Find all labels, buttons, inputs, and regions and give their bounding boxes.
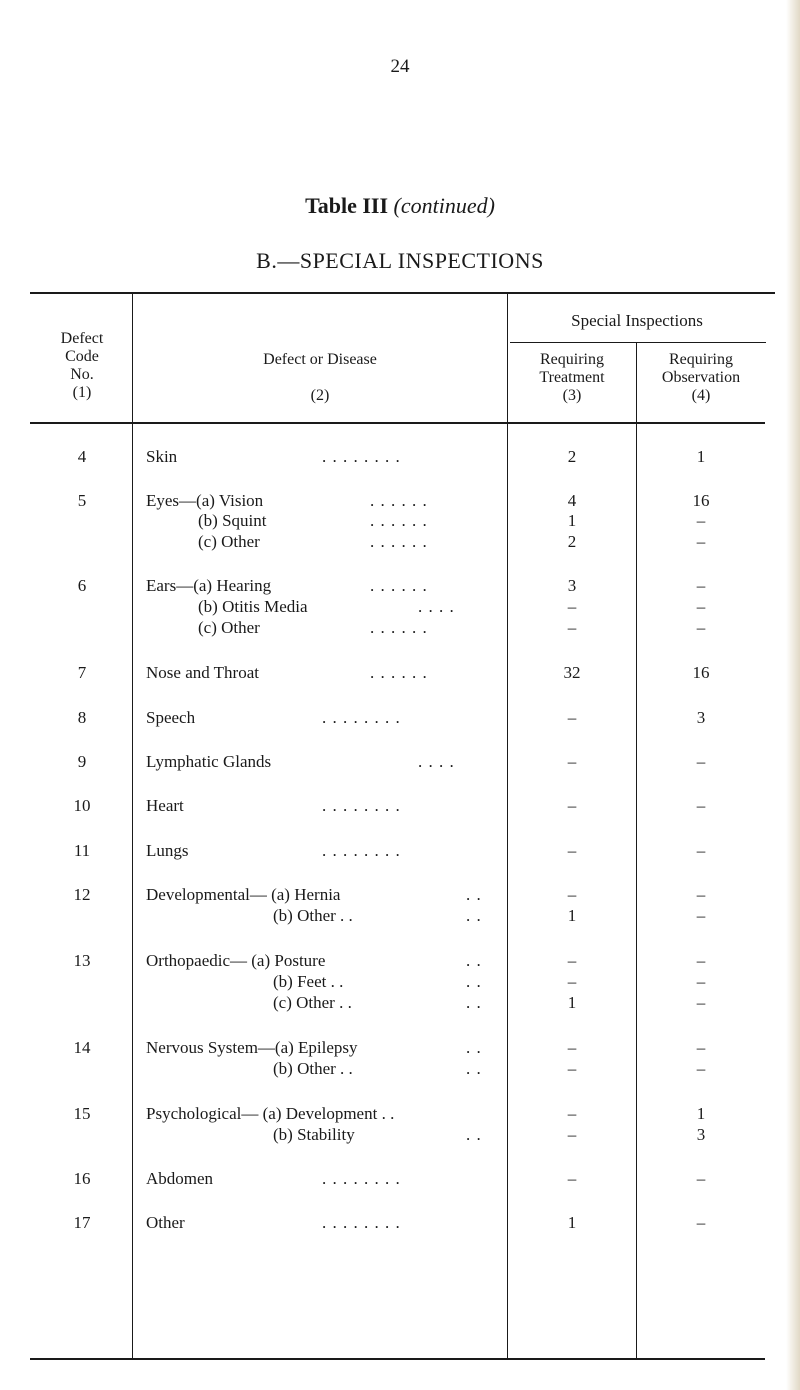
row-defect: (b) Other . .: [273, 1059, 353, 1078]
row-treatment: 2: [567, 447, 577, 466]
row-leader-dots: . . . . . . . .: [322, 841, 401, 860]
row-leader-dots: . .: [466, 885, 482, 904]
table-row: [0, 840, 800, 862]
row-observation: 3: [696, 708, 706, 727]
table-row: [0, 596, 800, 618]
table-row: [0, 1058, 800, 1080]
table-row: [0, 490, 800, 512]
row-code: 8: [77, 708, 87, 727]
header-code-line-2: Code: [65, 348, 99, 365]
row-observation: –: [696, 511, 706, 530]
row-defect: Eyes—(a) Vision: [146, 491, 264, 510]
row-defect: Skin: [146, 447, 178, 466]
row-leader-dots: . . . .: [418, 597, 455, 616]
row-leader-dots: . . . . . .: [370, 576, 428, 595]
row-code: 17: [73, 1213, 91, 1232]
table-row: [0, 795, 800, 817]
row-leader-dots: . . . . . .: [370, 511, 428, 530]
row-observation: –: [696, 532, 706, 551]
row-leader-dots: . . . . . . . .: [322, 796, 401, 815]
row-leader-dots: . . . . . .: [370, 663, 428, 682]
header-code-line-4: (1): [72, 384, 92, 401]
row-leader-dots: . .: [466, 906, 482, 925]
header-treatment-line-3: (3): [562, 387, 582, 404]
row-treatment: –: [567, 1038, 577, 1057]
table-row: [0, 707, 800, 729]
row-defect: (c) Other: [198, 618, 260, 637]
row-code: 14: [73, 1038, 91, 1057]
table-row: [0, 1212, 800, 1234]
row-treatment: –: [567, 1104, 577, 1123]
table-title-suffix: (continued): [393, 193, 495, 218]
row-leader-dots: . . . . . .: [370, 618, 428, 637]
row-code: 13: [73, 951, 91, 970]
header-defect-line-2: (2): [310, 387, 330, 404]
row-defect: Ears—(a) Hearing: [146, 576, 272, 595]
header-observation-line-3: (4): [691, 387, 711, 404]
table-row: [0, 751, 800, 773]
row-leader-dots: . .: [466, 1059, 482, 1078]
row-observation: –: [696, 993, 706, 1012]
row-treatment: –: [567, 972, 577, 991]
row-code: 16: [73, 1169, 91, 1188]
row-leader-dots: . .: [466, 993, 482, 1012]
row-defect: Psychological— (a) Development . .: [146, 1104, 395, 1123]
header-treatment-line-1: Requiring: [540, 351, 604, 368]
row-treatment: –: [567, 597, 577, 616]
row-leader-dots: . . . . . . . .: [322, 1169, 401, 1188]
row-code: 9: [77, 752, 87, 771]
row-observation: –: [696, 906, 706, 925]
row-observation: –: [696, 972, 706, 991]
row-observation: 16: [692, 491, 710, 510]
row-observation: –: [696, 841, 706, 860]
row-defect: (c) Other . .: [273, 993, 352, 1012]
row-defect: Nervous System—(a) Epilepsy: [146, 1038, 358, 1057]
row-code: 5: [77, 491, 87, 510]
row-leader-dots: . . . . . . . .: [322, 447, 401, 466]
row-defect: Nose and Throat: [146, 663, 259, 682]
row-defect: Orthopaedic— (a) Posture: [146, 951, 326, 970]
row-leader-dots: . . . . . .: [370, 491, 428, 510]
table-row: [0, 510, 800, 532]
table-row: [0, 662, 800, 684]
header-defect-line-1: Defect or Disease: [263, 351, 377, 368]
row-observation: –: [696, 885, 706, 904]
row-observation: –: [696, 951, 706, 970]
row-observation: –: [696, 1038, 706, 1057]
row-code: 4: [77, 447, 87, 466]
table-row: [0, 1124, 800, 1146]
row-leader-dots: . . . .: [418, 752, 455, 771]
row-observation: 3: [696, 1125, 706, 1144]
table-row: [0, 884, 800, 906]
table-row: [0, 1037, 800, 1059]
section-title: B.—SPECIAL INSPECTIONS: [256, 248, 544, 273]
row-defect: Heart: [146, 796, 184, 815]
row-defect: Lymphatic Glands: [146, 752, 272, 771]
row-defect: Developmental— (a) Hernia: [146, 885, 341, 904]
row-treatment: –: [567, 796, 577, 815]
row-observation: –: [696, 752, 706, 771]
header-code-line-3: No.: [70, 366, 94, 383]
row-treatment: –: [567, 1125, 577, 1144]
row-treatment: 32: [563, 663, 581, 682]
row-leader-dots: . .: [466, 972, 482, 991]
row-observation: –: [696, 576, 706, 595]
table-row: [0, 575, 800, 597]
table-row: [0, 992, 800, 1014]
row-leader-dots: . .: [466, 951, 482, 970]
row-treatment: 1: [567, 993, 577, 1012]
row-code: 15: [73, 1104, 91, 1123]
row-leader-dots: . .: [466, 1125, 482, 1144]
row-treatment: 1: [567, 511, 577, 530]
row-defect: (b) Stability: [273, 1125, 355, 1144]
row-treatment: –: [567, 1059, 577, 1078]
row-observation: 1: [696, 447, 706, 466]
table-title-main: Table III: [305, 193, 389, 218]
row-treatment: –: [567, 708, 577, 727]
row-defect: (b) Other . .: [273, 906, 353, 925]
row-observation: –: [696, 597, 706, 616]
row-observation: –: [696, 618, 706, 637]
table-row: [0, 1103, 800, 1125]
row-treatment: –: [567, 752, 577, 771]
page-number: 24: [390, 56, 410, 77]
row-code: 12: [73, 885, 91, 904]
header-code-line-1: Defect: [60, 330, 104, 347]
row-defect: Abdomen: [146, 1169, 214, 1188]
row-observation: 16: [692, 663, 710, 682]
row-observation: –: [696, 1169, 706, 1188]
row-code: 7: [77, 663, 87, 682]
row-code: 11: [73, 841, 91, 860]
row-defect: Speech: [146, 708, 196, 727]
row-treatment: –: [567, 618, 577, 637]
row-leader-dots: . .: [466, 1038, 482, 1057]
row-treatment: 1: [567, 906, 577, 925]
table-row: [0, 531, 800, 553]
row-treatment: –: [567, 1169, 577, 1188]
row-treatment: 3: [567, 576, 577, 595]
row-observation: –: [696, 796, 706, 815]
row-observation: –: [696, 1213, 706, 1232]
header-observation-line-2: Observation: [661, 369, 741, 386]
row-leader-dots: . . . . . . . .: [322, 1213, 401, 1232]
row-observation: –: [696, 1059, 706, 1078]
row-treatment: 1: [567, 1213, 577, 1232]
row-treatment: –: [567, 885, 577, 904]
row-defect: (c) Other: [198, 532, 260, 551]
row-treatment: 2: [567, 532, 577, 551]
table-row: [0, 905, 800, 927]
table-row: [0, 950, 800, 972]
row-treatment: –: [567, 951, 577, 970]
header-observation-line-1: Requiring: [669, 351, 733, 368]
row-defect: (b) Otitis Media: [198, 597, 308, 616]
row-observation: 1: [696, 1104, 706, 1123]
row-leader-dots: . . . . . . . .: [322, 708, 401, 727]
row-code: 10: [73, 796, 91, 815]
table-row: [0, 971, 800, 993]
row-code: 6: [77, 576, 87, 595]
row-defect: Lungs: [146, 841, 189, 860]
row-treatment: –: [567, 841, 577, 860]
table-row: [0, 1168, 800, 1190]
row-treatment: 4: [567, 491, 577, 510]
header-treatment-line-2: Treatment: [539, 369, 605, 386]
row-leader-dots: . . . . . .: [370, 532, 428, 551]
header-special-inspections: Special Inspections: [571, 311, 703, 330]
row-defect: Other: [146, 1213, 185, 1232]
row-defect: (b) Squint: [198, 511, 267, 530]
table-row: [0, 446, 800, 468]
table-row: [0, 617, 800, 639]
row-defect: (b) Feet . .: [273, 972, 344, 991]
